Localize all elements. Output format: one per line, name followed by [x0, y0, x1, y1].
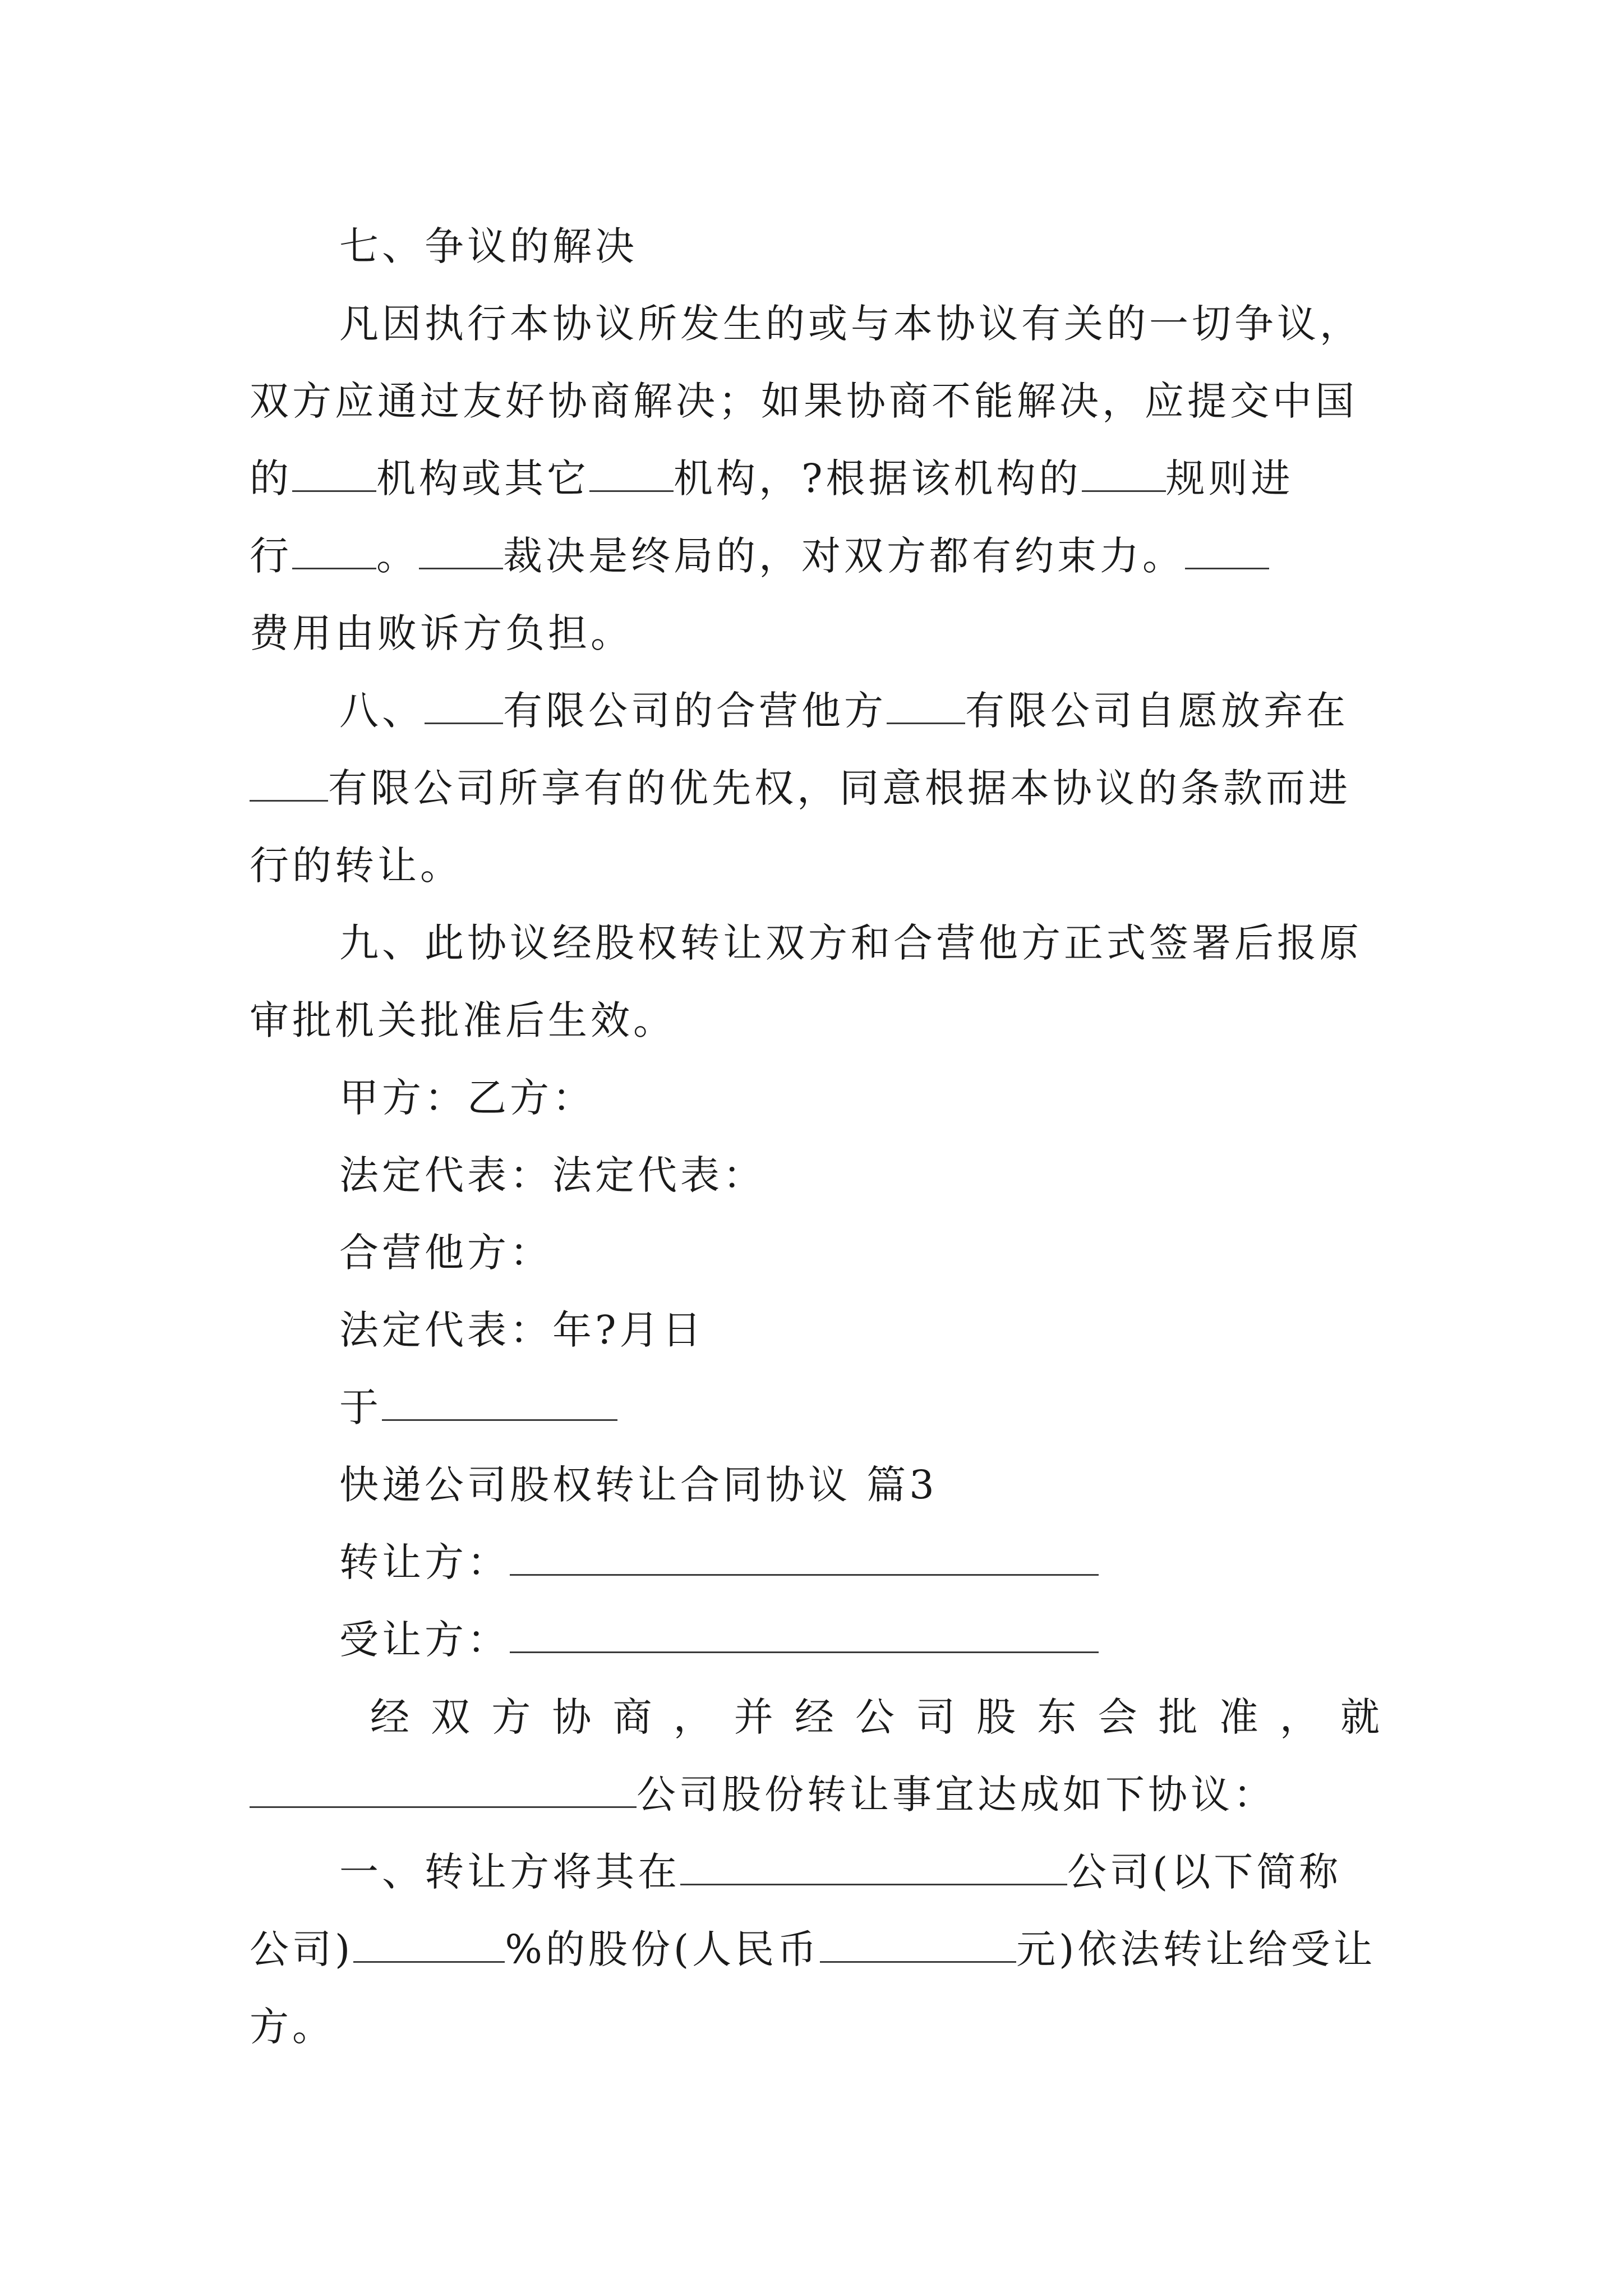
paragraph-line: [250, 362, 1380, 440]
paragraph-text: 裁决是终局的，对双方都有约束力。: [503, 533, 1185, 579]
section-heading: [250, 208, 1380, 285]
signature-label: 甲方：乙方：: [339, 1075, 595, 1121]
paragraph-text: 公司股份转让事宜达成如下协议：: [637, 1772, 1276, 1818]
fill-in-blank[interactable]: [353, 1926, 505, 1963]
fill-in-blank[interactable]: [887, 688, 965, 724]
fill-in-blank[interactable]: [250, 765, 328, 802]
signature-line: [250, 1137, 1380, 1214]
fill-in-blank[interactable]: [510, 1539, 1099, 1576]
paragraph-text: 规则进: [1165, 455, 1294, 501]
document-body: [250, 208, 1380, 2065]
fill-in-blank[interactable]: [292, 455, 376, 492]
signature-label: 于: [339, 1384, 382, 1430]
paragraph-line: [250, 285, 1380, 362]
party-label: 受让方：: [339, 1617, 510, 1663]
paragraph-text: 的: [250, 455, 292, 501]
paragraph-text: 有限公司自愿放弃在: [965, 688, 1349, 734]
paragraph-text: 有限公司的合营他方: [503, 688, 887, 734]
paragraph-text: 机构或其它: [376, 455, 589, 501]
party-line: [250, 1524, 1380, 1601]
fill-in-blank[interactable]: [589, 455, 674, 492]
paragraph-text: 机构，?根据该机构的: [674, 455, 1082, 501]
title-text: 快递公司股权转让合同协议 篇3: [339, 1462, 938, 1508]
paragraph-text: 行的转让。: [250, 843, 463, 889]
signature-line: [250, 1059, 1380, 1137]
paragraph-line: [250, 982, 1380, 1059]
paragraph-text: 凡因执行本协议所发生的或与本协议有关的一切争议，: [339, 301, 1362, 347]
paragraph-line: [250, 904, 1380, 982]
fill-in-blank[interactable]: [419, 533, 503, 569]
paragraph-text: 经双方协商，并经公司股东会批准，就: [370, 1694, 1380, 1740]
paragraph-text: 八、: [339, 688, 425, 734]
paragraph-line: [250, 1756, 1380, 1833]
fill-in-blank[interactable]: [680, 1849, 1067, 1885]
paragraph-text: 一、转让方将其在: [339, 1849, 680, 1895]
paragraph-line: [250, 749, 1380, 827]
fill-in-blank[interactable]: [510, 1617, 1099, 1653]
signature-line: [250, 1291, 1380, 1369]
heading-text: 七、争议的解决: [339, 223, 638, 269]
paragraph-line: [250, 1988, 1380, 2065]
fill-in-blank[interactable]: [1185, 533, 1269, 569]
fill-in-blank[interactable]: [1082, 455, 1166, 492]
paragraph-text: 费用由败诉方负担。: [250, 610, 633, 656]
fill-in-blank[interactable]: [382, 1384, 617, 1421]
paragraph-text: 方。: [250, 2004, 335, 2050]
signature-label: 合营他方：: [339, 1230, 552, 1276]
paragraph-line: [250, 440, 1380, 517]
paragraph-text: 有限公司所享有的优先权，同意根据本协议的条款而进: [328, 765, 1351, 811]
paragraph-text: 元)依法转让给受让: [1016, 1926, 1376, 1972]
paragraph-text: 行: [250, 533, 292, 579]
fill-in-blank[interactable]: [250, 1772, 637, 1808]
paragraph-line: [250, 517, 1380, 595]
paragraph-text: 公司(以下简称: [1067, 1849, 1342, 1895]
paragraph-line: [250, 827, 1380, 904]
party-line: [250, 1601, 1380, 1678]
fill-in-blank[interactable]: [820, 1926, 1016, 1963]
paragraph-text: 九、此协议经股权转让双方和合营他方正式签署后报原: [339, 920, 1362, 966]
paragraph-line: [250, 1833, 1380, 1911]
paragraph-line: [250, 1678, 1380, 1756]
signature-line: [250, 1214, 1380, 1291]
paragraph-line: [250, 595, 1380, 672]
signature-label: 法定代表：年?月日: [339, 1307, 705, 1353]
paragraph-text: 双方应通过友好协商解决；如果协商不能解决，应提交中国: [250, 378, 1358, 424]
paragraph-line: [250, 672, 1380, 749]
signature-label: 法定代表：法定代表：: [339, 1152, 766, 1198]
paragraph-text: 。: [376, 533, 419, 579]
paragraph-line: [250, 1911, 1380, 1988]
paragraph-text: 审批机关批准后生效。: [250, 997, 676, 1043]
section-title: [250, 1446, 1380, 1524]
fill-in-blank[interactable]: [292, 533, 376, 569]
paragraph-text: %的股份(人民币: [505, 1926, 820, 1972]
party-label: 转让方：: [339, 1539, 510, 1585]
signature-line: [250, 1369, 1380, 1446]
paragraph-text: 公司): [250, 1926, 354, 1972]
fill-in-blank[interactable]: [425, 688, 503, 724]
